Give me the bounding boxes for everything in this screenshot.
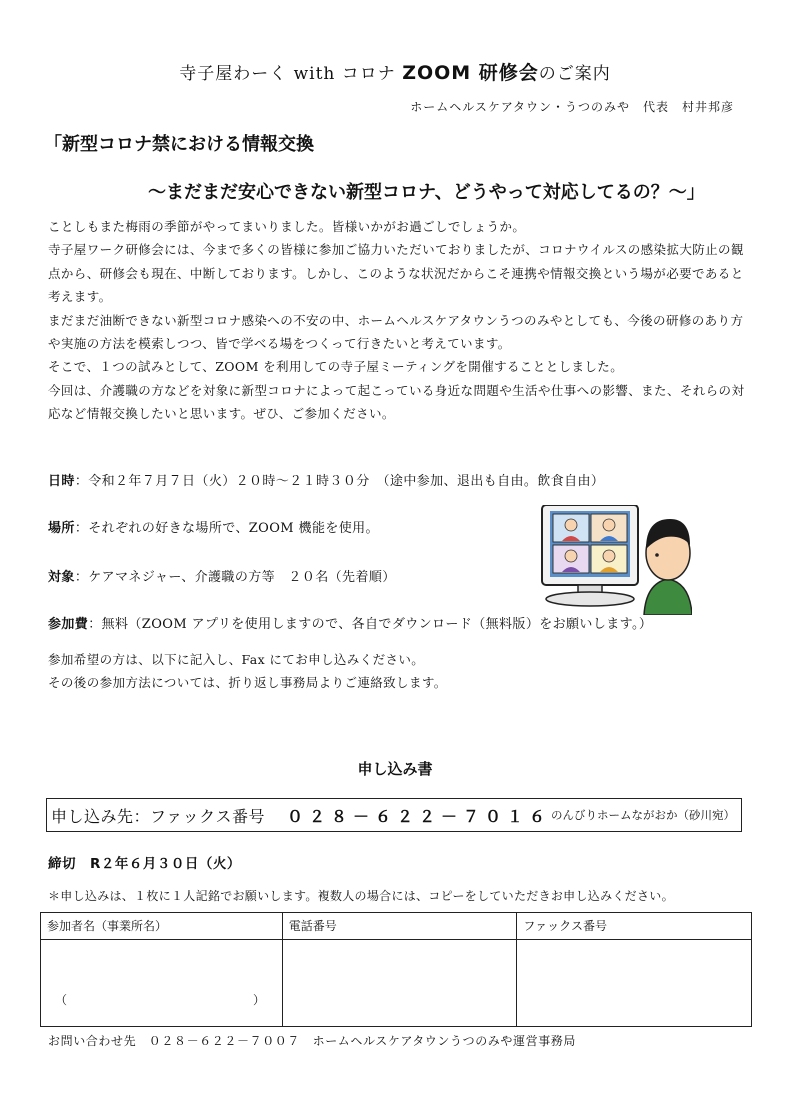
- application-notes: [48, 648, 447, 694]
- target-label: 対象: [48, 570, 75, 585]
- participant-name-field[interactable]: [41, 940, 283, 1027]
- detail-place: [48, 517, 379, 536]
- fee-label: 参加費: [48, 617, 89, 632]
- datetime-value: ：令和２年７月７日（火）２０時～２１時３０分 （途中参加、退出も自由。飲食自由）: [74, 474, 605, 489]
- form-header-row: [41, 913, 752, 940]
- col-participant-name: 参加者名（事業所名）: [41, 913, 283, 940]
- form-remark: ＊申し込みは、１枚に１人記銘でお願いします。複数人の場合には、コピーをしていただきお申し込みください。: [48, 889, 674, 903]
- note-line-2: その後の参加方法については、折り返し事務局よりご連絡致します。: [48, 675, 447, 690]
- page-title: [0, 58, 790, 85]
- phone-field[interactable]: [282, 940, 517, 1027]
- person-shirt: [644, 579, 692, 615]
- col-fax: ファックス番号: [517, 913, 752, 940]
- intro-paragraph-3: まだまだ油断できない新型コロナ感染への不安の中、ホームヘルスケアタウンうつのみやとしても、今後の研修のあり方や実施の方法を模索しつつ、皆で学べる場をつくって行きたいと考えています。: [48, 312, 744, 352]
- datetime-label: 日時: [48, 474, 75, 489]
- fax-destination-box: [46, 798, 742, 832]
- detail-target: [48, 566, 396, 585]
- place-value: ：それぞれの好きな場所で、ZOOM 機能を使用。: [74, 521, 379, 536]
- headline-line2: ～まだまだ安心できない新型コロナ、どうやって対応してるの？～」: [148, 182, 705, 203]
- intro-body: [48, 215, 748, 426]
- intro-paragraph-1: ことしもまた梅雨の季節がやってまいりました。皆様いかがお過ごしでしょうか。: [48, 219, 526, 234]
- fax-label: 申し込み先：ファックス番号: [51, 806, 266, 826]
- paren-close: ）: [252, 993, 265, 1007]
- intro-paragraph-4: そこで、１つの試みとして、ZOOM を利用しての寺子屋ミーティングを開催することとしました。: [48, 359, 624, 375]
- detail-fee: [48, 613, 652, 632]
- office-name-parens: [55, 991, 265, 1008]
- col-phone: 電話番号: [282, 913, 517, 940]
- intro-paragraph-5: 今回は、介護職の方などを対象に新型コロナによって起こっている身近な問題や生活や仕事への影響、また、それらの対応など情報交換したいと思います。ぜひ、ご参加ください。: [48, 382, 745, 422]
- form-input-row: [41, 940, 752, 1027]
- fax-recipient: のんびりホームながおか（砂川宛）: [551, 808, 736, 822]
- title-part1: 寺子屋わーく with コロナ: [179, 64, 403, 84]
- paren-open: （: [55, 993, 68, 1007]
- organizer: ホームヘルスケアタウン・うつのみや 代表 村井邦彦: [410, 100, 734, 114]
- zoom-meeting-illustration: [540, 505, 692, 615]
- headline-line1: 「新型コロナ禁における情報交換: [44, 134, 314, 155]
- intro-paragraph-2: 寺子屋ワーク研修会には、今まで多くの皆様に参加ご協力いただいておりましたが、コロナウイルスの感染拡大防止の観点から、研修会も現在、中断しております。しかし、このような状況だからこそ連携や情報交換という場が必要であると考えます。: [48, 242, 744, 305]
- fax-field[interactable]: [517, 940, 752, 1027]
- contact-info: お問い合わせ先 ０２８－６２２－７００７ ホームヘルスケアタウンうつのみや運営事務局: [48, 1034, 577, 1048]
- fee-value: ：無料（ZOOM アプリを使用しますので、各自でダウンロード（無料版）をお願いします。）: [88, 617, 653, 632]
- title-part3: のご案内: [538, 64, 611, 84]
- fax-number: ０２８－６２２－７０１６: [287, 806, 552, 826]
- title-emphasis: ZOOM 研修会: [402, 62, 539, 84]
- form-title: 申し込み書: [357, 760, 433, 778]
- target-value: ：ケアマネジャー、介護職の方等 ２０名（先着順）: [74, 570, 396, 585]
- place-label: 場所: [48, 521, 75, 536]
- detail-datetime: [48, 470, 604, 489]
- deadline: 締切 R２年６月３０日（火）: [48, 856, 241, 872]
- note-line-1: 参加希望の方は、以下に記入し、Fax にてお申し込みください。: [48, 652, 425, 667]
- application-form-table: [40, 912, 752, 1027]
